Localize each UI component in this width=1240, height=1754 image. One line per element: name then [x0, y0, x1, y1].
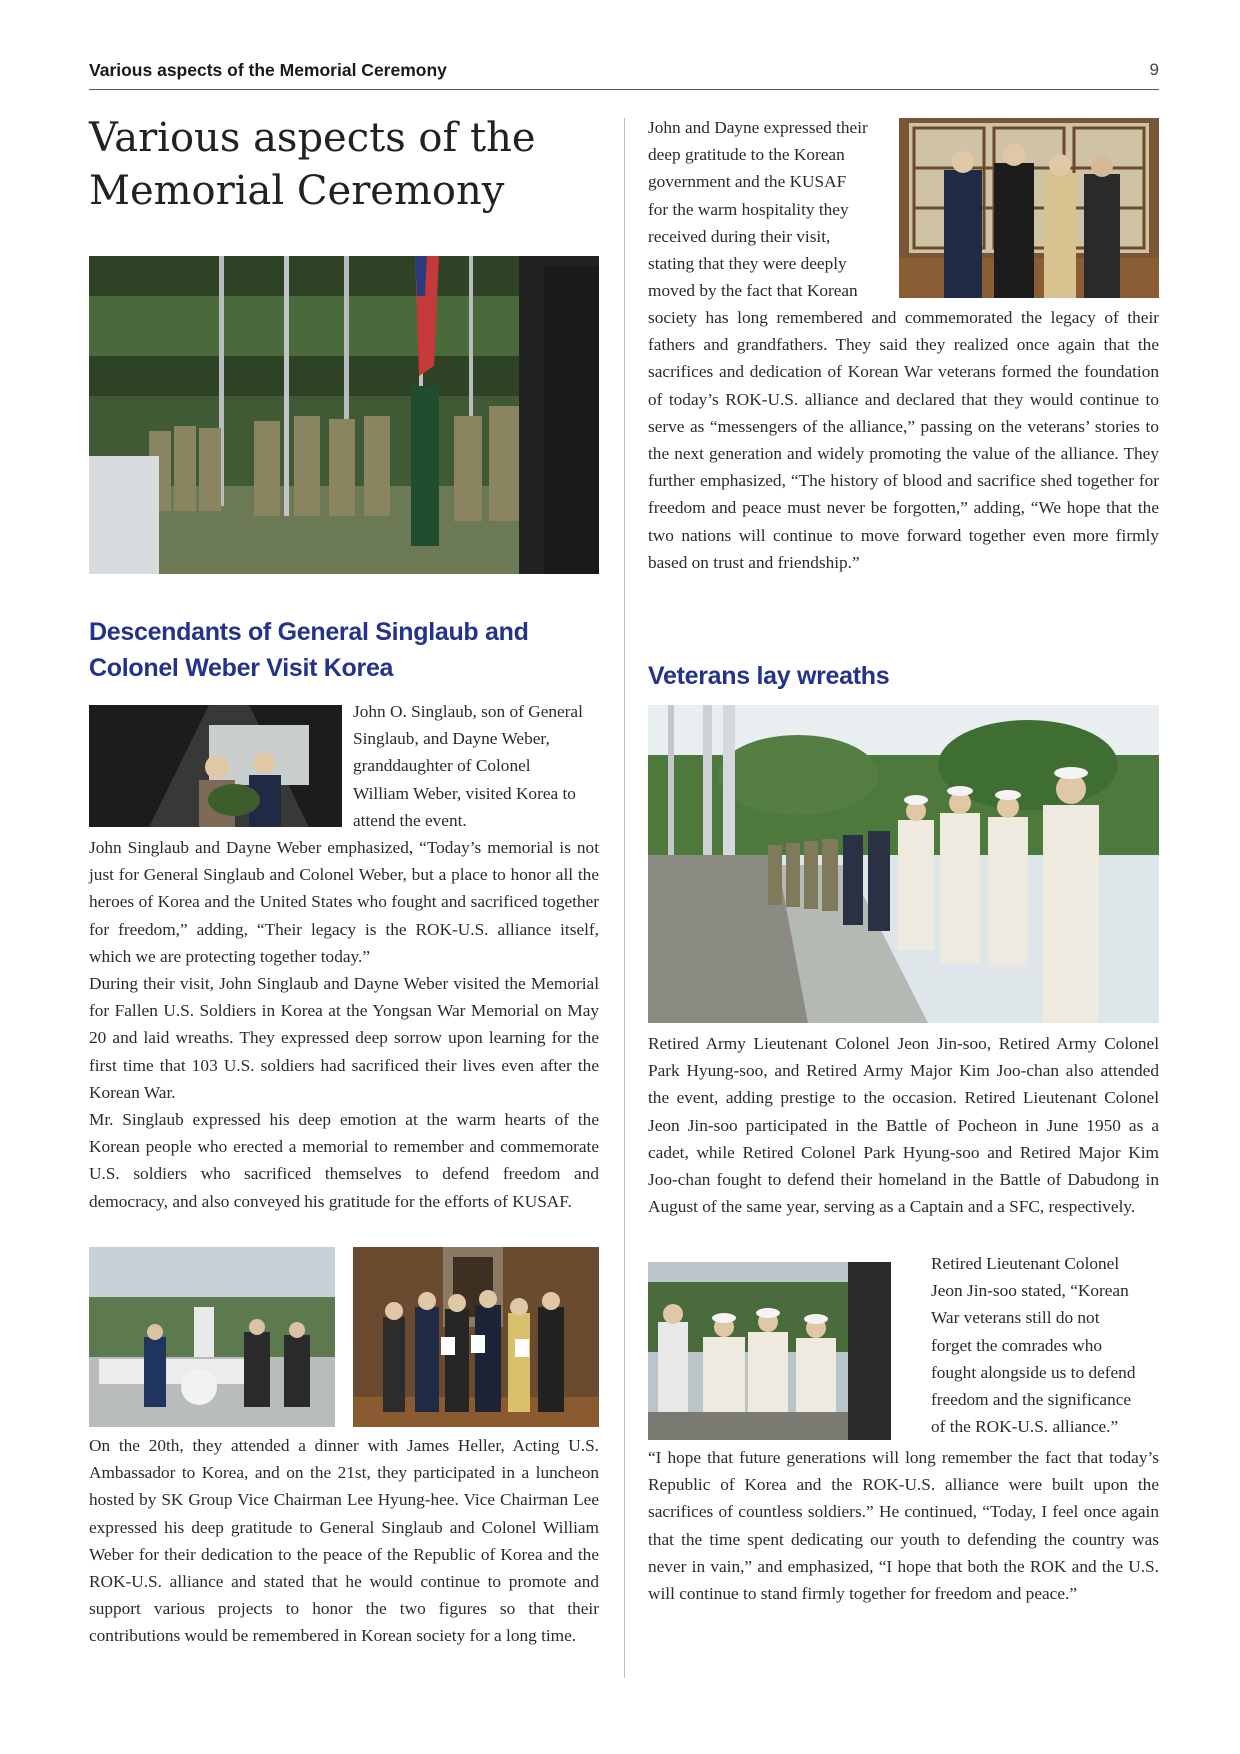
right-top-wrap-line: government and the KUSAF [648, 172, 847, 192]
section1-wrap-paragraph [353, 698, 599, 834]
right-top-wrap-line: stating that they were deeply [648, 254, 847, 274]
running-title: Various aspects of the Memorial Ceremony [89, 60, 447, 80]
right-top-wrap-line: moved by the fact that Korean [648, 281, 858, 301]
veterans-saluting-photo [648, 705, 1159, 1023]
section1-paragraph: On the 20th, they attended a dinner with James Heller, Acting U.S. Ambassador to Korea, and on the 21st, they participated in a luncheon hosted by SK Group Vice Chairman Lee Hyung-hee. Vice Chairman Lee expressed his deep gratitude to General Singlaub and Colonel William Weber for their dedication to the peace of the Republic of Korea and the ROK-U.S. alliance and stated that he would continue to promote and support various projects to honor the two figures so that their contributions would be remembered in Korean society for a long time. [89, 1436, 599, 1646]
section1-wrap-line: William Weber, visited Korea to [353, 783, 576, 803]
right-top-continuation [648, 304, 1159, 576]
article-title-line1: Various aspects of the [89, 115, 536, 161]
article-title-line2: Memorial Ceremony [89, 168, 505, 214]
right-top-wrap-paragraph [648, 114, 890, 304]
page-number: 9 [1149, 60, 1159, 79]
section-heading-line1: Descendants of General Singlaub and [89, 618, 529, 646]
section1-wrap-line: Singlaub, and Dayne Weber, [353, 729, 550, 749]
section1-paragraph: John Singlaub and Dayne Weber emphasized, “Today’s memorial is not just for General Singlaub and Colonel Weber, but a place to honor all the heroes of Korea and the United States who fought and sacrificed together for freedom,” adding, “Their legacy is the ROK-U.S. alliance itself, which we are protecting together today.” [89, 838, 599, 966]
column-divider [624, 118, 625, 1678]
section2-wrap-line: freedom and the significance [931, 1390, 1132, 1410]
right-top-wrap-line: received during their visit, [648, 226, 831, 246]
hospitality-group-photo [899, 118, 1159, 298]
section2-paragraph: Retired Army Lieutenant Colonel Jeon Jin-soo, Retired Army Colonel Park Hyung-soo, and Retired Army Major Kim Joo-chan also attended the event, adding prestige to the occasion. Retired Lieutenant Colonel Jeon Jin-soo participated in the Battle of Pocheon in June 1950 as a cadet, while Retired Colonel Park Hyung-soo and Retired Major Kim Joo-chan fought to defend their homeland in the Battle of Dabudong in August of the same year, serving as a Captain and a SFC, respectively. [648, 1034, 1159, 1217]
section1-paragraph: During their visit, John Singlaub and Dayne Weber visited the Memorial for Fallen U.S. Soldiers in Korea at the Yongsan War Memorial on May 20 and laid wreaths. They expressed deep sorrow upon learning for the first time that 103 U.S. soldiers had sacrificed their lives even after the Korean War. [89, 974, 599, 1102]
section2-wrap-line: fought alongside us to defend [931, 1362, 1136, 1382]
section2-wrap-line: forget the comrades who [931, 1335, 1102, 1355]
section-heading-line2: Colonel Weber Visit Korea [89, 654, 394, 682]
section1-wrap-line: John O. Singlaub, son of General [353, 702, 583, 721]
section2-wrap-paragraph [931, 1250, 1159, 1440]
section1-body [89, 834, 599, 1215]
section-heading-descendants [89, 614, 599, 686]
ceremony-photo [89, 256, 599, 574]
right-top-wrap-line: deep gratitude to the Korean [648, 145, 845, 165]
section1-body-final [89, 1432, 599, 1650]
running-header [89, 58, 1159, 90]
section2-wrap-line: Retired Lieutenant Colonel [931, 1254, 1120, 1273]
section-heading-veterans: Veterans lay wreaths [648, 662, 890, 690]
section2-wrap-line: of the ROK-U.S. alliance.” [931, 1417, 1119, 1437]
section2-body-final [648, 1444, 1159, 1607]
section1-wrap-line: granddaughter of Colonel [353, 756, 531, 776]
article-title [89, 112, 599, 218]
section1-wrap-line: attend the event. [353, 810, 467, 830]
right-top-paragraph: society has long remembered and commemorated the legacy of their fathers and grandfathers. They said they realized once again that the sacrifices and dedication of Korean War veterans formed the foundation of today’s ROK-U.S. alliance and declared that they would continue to serve as “messengers of the alliance,” passing on the veterans’ stories to the next generation and widely promoting the value of the alliance. They further emphasized, “The history of blood and sacrifice shed together for freedom and peace must never be forgotten,” adding, “We hope that the two nations will continue to move forward together even more firmly based on trust and friendship.” [648, 308, 1159, 572]
section2-wrap-line: Jeon Jin-soo stated, “Korean [931, 1281, 1129, 1301]
memorial-wreath-photo [89, 1247, 335, 1427]
right-top-wrap-line: John and Dayne expressed their [648, 118, 868, 137]
wreath-laying-photo [89, 705, 342, 827]
veterans-flowers-photo [648, 1262, 891, 1440]
section2-body [648, 1030, 1159, 1220]
section2-wrap-line: War veterans still do not [931, 1308, 1100, 1328]
section1-paragraph: Mr. Singlaub expressed his deep emotion at the warm hearts of the Korean people who erected a memorial to remember and commemorate U.S. soldiers who sacrificed themselves to defend freedom and democracy, and also conveyed his gratitude for the efforts of KUSAF. [89, 1110, 599, 1211]
dinner-group-photo [353, 1247, 599, 1427]
right-top-wrap-line: for the warm hospitality they [648, 199, 849, 219]
section2-paragraph: “I hope that future generations will long remember the fact that today’s Republic of Korea and the ROK-U.S. alliance were built upon the sacrifices of countless soldiers.” He continued, “Today, I feel once again that the time spent dedicating our youth to defending the country was never in vain,” and emphasized, “I hope that both the ROK and the U.S. will continue to stand firmly together for freedom and peace.” [648, 1448, 1159, 1604]
